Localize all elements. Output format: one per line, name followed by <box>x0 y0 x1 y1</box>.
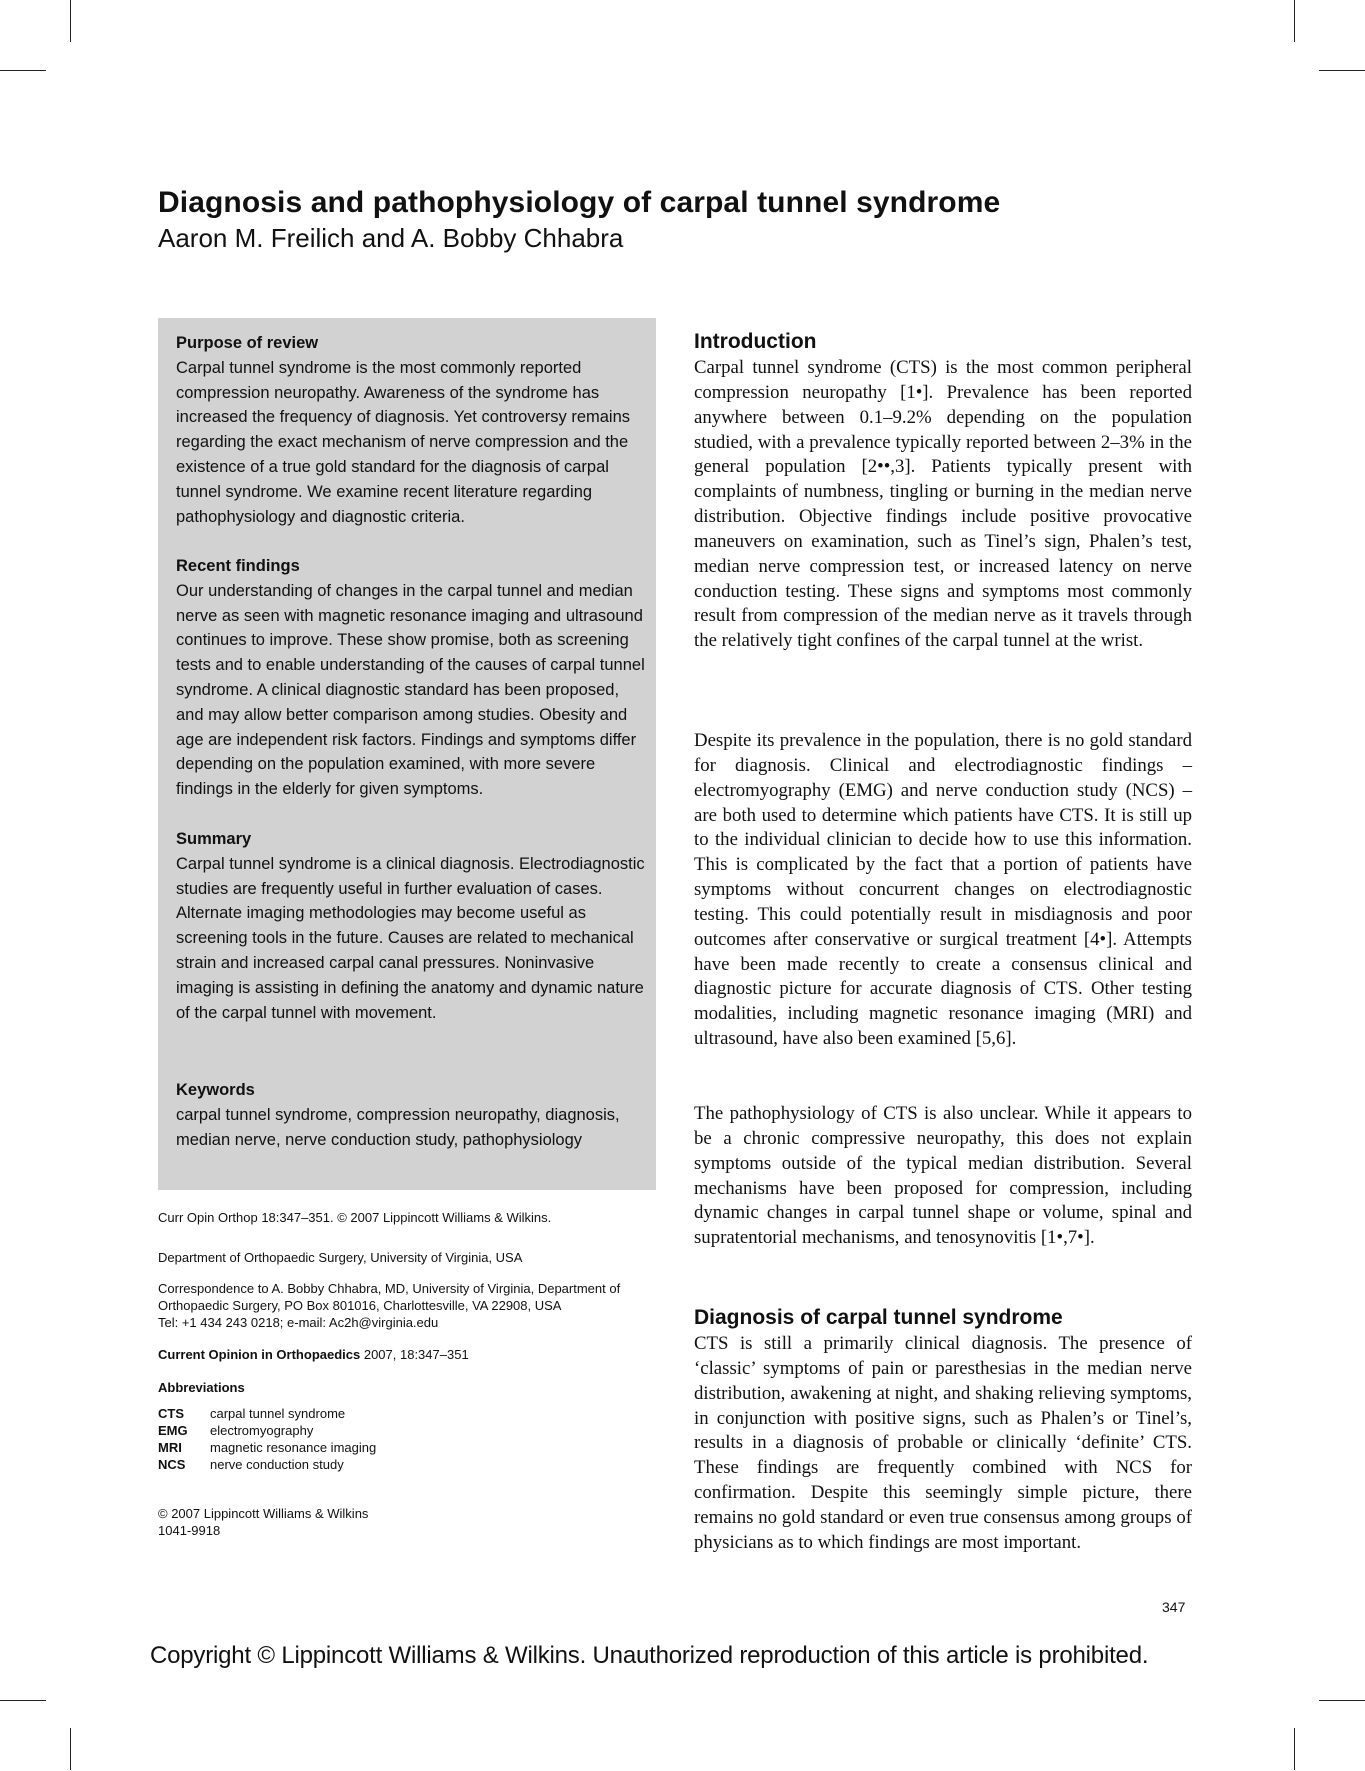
abstract-purpose <box>176 331 648 529</box>
abbreviation-term: CTS <box>158 1406 184 1421</box>
abbreviation-row <box>158 1422 376 1439</box>
abstract-box <box>158 318 656 1190</box>
keywords-text: carpal tunnel syndrome, compression neuropathy, diagnosis, median nerve, nerve conduction study, pathophysiology <box>176 1105 620 1149</box>
crop-mark <box>70 0 71 42</box>
abbreviation-term: EMG <box>158 1423 188 1438</box>
contact-info: Tel: +1 434 243 0218; e-mail: Ac2h@virginia.edu <box>158 1315 439 1330</box>
findings-text: Our understanding of changes in the carpal tunnel and median nerve as seen with magnetic resonance imaging and ultrasound continues to improve. These show promise, both as screening tests and to enable understanding of the causes of carpal tunnel syndrome. A clinical diagnostic standard has been proposed, and may allow better comparison among studies. Obesity and age are independent risk factors. Findings and symptoms differ depending on the population examined, with more severe findings in the elderly for given symptoms. <box>176 581 645 799</box>
journal-ref: 2007, 18:347–351 <box>360 1347 469 1362</box>
crop-mark <box>0 1700 46 1701</box>
introduction-paragraph-3: The pathophysiology of CTS is also unclear. While it appears to be a chronic compressive neuropathy, this does not explain symptoms outside of the typical median distribution. Several mechanisms have been proposed for compression, including dynamic changes in carpal tunnel shape or volume, spinal and supratentorial mechanisms, and tenosynovitis [1•,7•]. <box>694 1103 1192 1249</box>
page-number: 347 <box>1162 1599 1186 1615</box>
abbreviations-heading: Abbreviations <box>158 1380 245 1395</box>
diagnosis-paragraph-1: CTS is still a primarily clinical diagnosis. The presence of ‘classic’ symptoms of pain or paresthesias in the median nerve distribution, awakening at night, and shaking relieving symptoms, in conjunction with positive signs, such as Phalen’s or Tinel’s, results in a diagnosis of probable or clinically ‘definite’ CTS. These findings are frequently combined with NCS for confirmation. Despite this seemingly simple picture, there remains no gold standard or even true consensus among groups of physicians as to which findings are most important. <box>694 1333 1192 1553</box>
crop-mark <box>1319 1700 1365 1701</box>
abbreviation-expansion: carpal tunnel syndrome <box>210 1406 346 1421</box>
abstract-findings <box>176 554 648 802</box>
copyright-line: © 2007 Lippincott Williams & Wilkins <box>158 1506 369 1521</box>
summary-heading: Summary <box>176 830 252 848</box>
abbreviation-row <box>158 1439 376 1456</box>
purpose-text: Carpal tunnel syndrome is the most commonly reported compression neuropathy. Awareness of the syndrome has increased the frequency of diagnosis. Yet controversy remains regarding the exact mechanism of nerve compression and the existence of a true gold standard for the diagnosis of carpal tunnel syndrome. We examine recent literature regarding pathophysiology and diagnostic criteria. <box>176 358 631 526</box>
abbreviation-row <box>158 1405 376 1422</box>
introduction-paragraph-1: Carpal tunnel syndrome (CTS) is the most common peripheral compression neuropathy [1•]. Prevalence has been reported anywhere between 0.1–9.2% depending on the population studied, with a prevalence typically reported between 2–3% in the general population [2••,3]. Patients typically present with complaints of numbness, tingling or burning in the median nerve distribution. Objective findings include positive provocative maneuvers on examination, such as Tinel’s sign, Phalen’s test, median nerve compression test, or increased latency on nerve conduction testing. These signs and symptoms most commonly result from compression of the median nerve as it travels through the relatively tight confines of the carpal tunnel at the wrist. <box>694 357 1192 652</box>
crop-mark <box>0 70 46 71</box>
affiliation: Department of Orthopaedic Surgery, University of Virginia, USA <box>158 1250 523 1265</box>
crop-mark <box>1294 0 1295 42</box>
introduction-heading: Introduction <box>694 330 817 353</box>
abbreviation-expansion: electromyography <box>210 1423 314 1438</box>
crop-mark <box>70 1728 71 1770</box>
abstract-summary <box>176 827 648 1025</box>
abbreviation-expansion: magnetic resonance imaging <box>210 1440 377 1455</box>
correspondence: Correspondence to A. Bobby Chhabra, MD, University of Virginia, Department of Orthopaedic Surgery, PO Box 801016, Charlottesville, VA 22908, USA <box>158 1281 621 1313</box>
article-title: Diagnosis and pathophysiology of carpal tunnel syndrome <box>158 186 1001 219</box>
crop-mark <box>1319 70 1365 71</box>
abbreviation-term: MRI <box>158 1440 182 1455</box>
citation-line: Curr Opin Orthop 18:347–351. © 2007 Lippincott Williams & Wilkins. <box>158 1210 552 1225</box>
diagnosis-heading: Diagnosis of carpal tunnel syndrome <box>694 1306 1063 1329</box>
journal-reference <box>158 1346 668 1363</box>
summary-text: Carpal tunnel syndrome is a clinical diagnosis. Electrodiagnostic studies are frequently useful in further evaluation of cases. Alternate imaging methodologies may become useful as screening tools in the future. Causes are related to mechanical strain and increased carpal canal pressures. Noninvasive imaging is assisting in defining the anatomy and dynamic nature of the carpal tunnel with movement. <box>176 854 645 1022</box>
article-authors: Aaron M. Freilich and A. Bobby Chhabra <box>158 223 624 253</box>
footer-copyright: Copyright © Lippincott Williams & Wilkins. Unauthorized reproduction of this article is prohibited. <box>150 1642 1149 1669</box>
abbreviation-term: NCS <box>158 1457 186 1472</box>
introduction-paragraph-2: Despite its prevalence in the population, there is no gold standard for diagnosis. Clinical and electrodiagnostic findings – electromyography (EMG) and nerve conduction study (NCS) – are both used to determine which patients have CTS. It is still up to the individual clinician to decide how to use this information. This is complicated by the fact that a portion of patients have symptoms without concurrent changes on electrodiagnostic testing. This could potentially result in misdiagnosis and poor outcomes after conservative or surgical treatment [4•]. Attempts have been made recently to create a consensus clinical and diagnostic picture for accurate diagnosis of CTS. Other testing modalities, including magnetic resonance imaging (MRI) and ultrasound, have also been examined [5,6]. <box>694 730 1192 1050</box>
abbreviations-table <box>158 1405 376 1473</box>
issn: 1041-9918 <box>158 1523 221 1538</box>
keywords-heading: Keywords <box>176 1081 255 1099</box>
findings-heading: Recent findings <box>176 557 300 575</box>
crop-mark <box>1294 1728 1295 1770</box>
abbreviation-expansion: nerve conduction study <box>210 1457 344 1472</box>
abstract-keywords <box>176 1078 648 1152</box>
journal-name: Current Opinion in Orthopaedics <box>158 1347 361 1362</box>
purpose-heading: Purpose of review <box>176 334 319 352</box>
abbreviation-row <box>158 1456 376 1473</box>
